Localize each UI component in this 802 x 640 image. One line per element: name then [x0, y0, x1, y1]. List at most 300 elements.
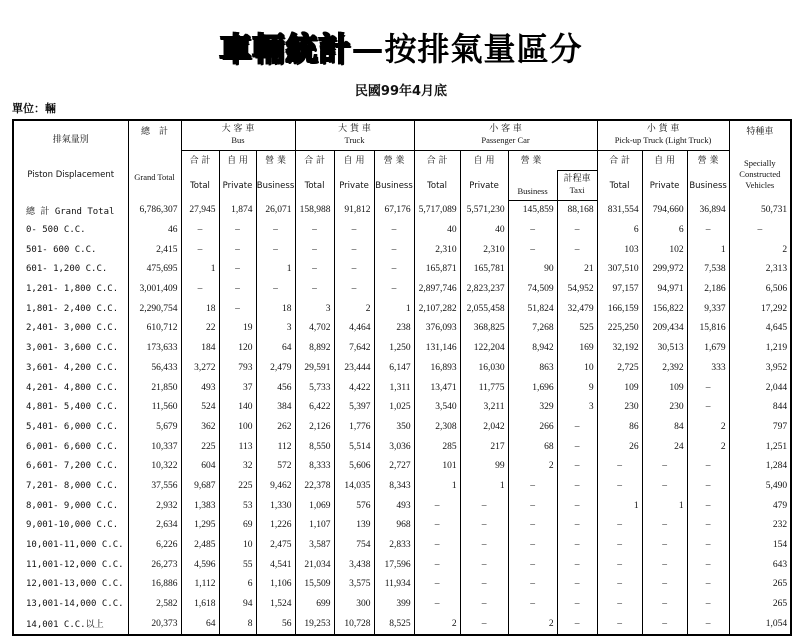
passenger-private-header: 自 用 Private: [460, 150, 508, 200]
table-cell: 2: [687, 437, 729, 457]
table-cell: –: [460, 594, 508, 614]
table-cell: 399: [374, 594, 414, 614]
table-cell: –: [414, 555, 460, 575]
table-cell: 479: [729, 496, 791, 516]
table-cell: –: [687, 397, 729, 417]
table-cell: 56,433: [128, 358, 181, 378]
table-cell: 6,506: [729, 279, 791, 299]
row-label: 11,001-12,000 C.C.: [13, 555, 128, 575]
table-cell: –: [687, 220, 729, 240]
table-cell: –: [557, 496, 597, 516]
table-cell: –: [687, 496, 729, 516]
table-cell: 54,952: [557, 279, 597, 299]
row-label: 14,001 C.C.以上: [13, 614, 128, 635]
table-cell: 1: [687, 240, 729, 260]
table-cell: 24: [642, 437, 687, 457]
row-label: 6,001- 6,600 C.C.: [13, 437, 128, 457]
table-cell: –: [557, 614, 597, 635]
table-cell: –: [256, 279, 295, 299]
table-cell: 1: [181, 260, 219, 280]
table-cell: 2: [687, 417, 729, 437]
table-cell: 169: [557, 338, 597, 358]
table-cell: 67,176: [374, 200, 414, 220]
table-cell: 794,660: [642, 200, 687, 220]
table-cell: –: [597, 516, 642, 536]
table-cell: 2,725: [597, 358, 642, 378]
table-cell: –: [374, 240, 414, 260]
table-cell: –: [597, 575, 642, 595]
table-cell: 7,642: [334, 338, 374, 358]
table-cell: 2,475: [256, 535, 295, 555]
table-cell: –: [334, 240, 374, 260]
table-cell: –: [642, 476, 687, 496]
table-cell: 23,444: [334, 358, 374, 378]
table-cell: 2,897,746: [414, 279, 460, 299]
table-cell: 4,596: [181, 555, 219, 575]
table-cell: –: [295, 220, 334, 240]
table-cell: 333: [687, 358, 729, 378]
table-cell: –: [460, 516, 508, 536]
table-cell: 2,823,237: [460, 279, 508, 299]
table-cell: 2: [508, 614, 557, 635]
table-row: [13, 594, 791, 614]
table-cell: –: [508, 516, 557, 536]
row-label: 總 計 Grand Total: [13, 200, 128, 220]
row-label: 6,601- 7,200 C.C.: [13, 456, 128, 476]
table-cell: 21,850: [128, 378, 181, 398]
table-cell: –: [557, 417, 597, 437]
table-cell: 5,733: [295, 378, 334, 398]
table-cell: –: [181, 279, 219, 299]
table-cell: –: [460, 614, 508, 635]
table-cell: 74,509: [508, 279, 557, 299]
table-cell: 40: [414, 220, 460, 240]
table-cell: 6: [219, 575, 256, 595]
table-cell: 1,330: [256, 496, 295, 516]
unit-label: 單位：輛: [12, 102, 56, 115]
table-cell: 18: [181, 299, 219, 319]
table-cell: –: [687, 456, 729, 476]
table-cell: 2,290,754: [128, 299, 181, 319]
row-label: 601- 1,200 C.C.: [13, 260, 128, 280]
table-cell: –: [687, 594, 729, 614]
table-cell: 754: [334, 535, 374, 555]
table-cell: 8,550: [295, 437, 334, 457]
table-cell: 3,575: [334, 575, 374, 595]
table-cell: –: [295, 240, 334, 260]
table-cell: 2,392: [642, 358, 687, 378]
table-cell: 112: [256, 437, 295, 457]
table-cell: 238: [374, 319, 414, 339]
table-cell: 16,893: [414, 358, 460, 378]
table-row: [13, 456, 791, 476]
table-cell: 15,816: [687, 319, 729, 339]
grand-total-row: [13, 200, 791, 220]
row-label: 3,001- 3,600 C.C.: [13, 338, 128, 358]
table-row: [13, 358, 791, 378]
table-cell: 100: [219, 417, 256, 437]
table-cell: 2,308: [414, 417, 460, 437]
table-cell: 1,284: [729, 456, 791, 476]
table-cell: 2,042: [460, 417, 508, 437]
table-cell: 525: [557, 319, 597, 339]
table-cell: 8,333: [295, 456, 334, 476]
table-cell: 9,687: [181, 476, 219, 496]
table-cell: –: [557, 437, 597, 457]
table-cell: 1,107: [295, 516, 334, 536]
table-cell: 699: [295, 594, 334, 614]
passenger-business-header: 營 業: [508, 150, 597, 170]
table-cell: 11,775: [460, 378, 508, 398]
table-cell: –: [181, 220, 219, 240]
table-cell: –: [334, 220, 374, 240]
bus-group-header: 大 客 車 Bus: [181, 120, 295, 150]
table-cell: 2: [414, 614, 460, 635]
table-cell: 262: [256, 417, 295, 437]
table-row: [13, 240, 791, 260]
table-cell: 350: [374, 417, 414, 437]
table-cell: 10,322: [128, 456, 181, 476]
row-label: 1,201- 1,800 C.C.: [13, 279, 128, 299]
table-cell: 1: [460, 476, 508, 496]
table-cell: 2,310: [460, 240, 508, 260]
row-label: 12,001-13,000 C.C.: [13, 575, 128, 595]
table-cell: –: [508, 476, 557, 496]
table-cell: 3,438: [334, 555, 374, 575]
table-cell: –: [687, 535, 729, 555]
table-cell: 225: [219, 476, 256, 496]
table-row: [13, 614, 791, 635]
table-cell: –: [597, 535, 642, 555]
table-cell: –: [557, 220, 597, 240]
table-cell: –: [557, 535, 597, 555]
table-cell: 1,025: [374, 397, 414, 417]
table-cell: 37: [219, 378, 256, 398]
table-cell: 91,812: [334, 200, 374, 220]
table-cell: –: [642, 535, 687, 555]
row-label: 8,001- 9,000 C.C.: [13, 496, 128, 516]
table-cell: 21: [557, 260, 597, 280]
row-label: 2,401- 3,000 C.C.: [13, 319, 128, 339]
table-cell: 232: [729, 516, 791, 536]
table-cell: 863: [508, 358, 557, 378]
table-cell: 88,168: [557, 200, 597, 220]
table-cell: 266: [508, 417, 557, 437]
passenger-business-en-header: Business: [508, 170, 557, 200]
table-cell: –: [557, 594, 597, 614]
table-cell: 26,273: [128, 555, 181, 575]
table-cell: 368,825: [460, 319, 508, 339]
table-row: [13, 575, 791, 595]
table-cell: 7,268: [508, 319, 557, 339]
table-cell: 5,514: [334, 437, 374, 457]
table-cell: 184: [181, 338, 219, 358]
table-cell: 113: [219, 437, 256, 457]
table-cell: 51,824: [508, 299, 557, 319]
table-cell: –: [414, 575, 460, 595]
table-cell: 21,034: [295, 555, 334, 575]
table-cell: 46: [128, 220, 181, 240]
table-cell: 1,069: [295, 496, 334, 516]
table-cell: 493: [374, 496, 414, 516]
table-cell: 1: [414, 476, 460, 496]
table-cell: 37,556: [128, 476, 181, 496]
table-row: [13, 220, 791, 240]
table-cell: 158,988: [295, 200, 334, 220]
table-cell: 2: [508, 456, 557, 476]
table-cell: 55: [219, 555, 256, 575]
table-cell: 6,786,307: [128, 200, 181, 220]
table-cell: 3,587: [295, 535, 334, 555]
table-cell: –: [687, 378, 729, 398]
table-cell: –: [557, 555, 597, 575]
table-cell: –: [597, 476, 642, 496]
table-row: [13, 535, 791, 555]
table-cell: 26,071: [256, 200, 295, 220]
table-row: [13, 299, 791, 319]
table-cell: 156,822: [642, 299, 687, 319]
table-cell: 376,093: [414, 319, 460, 339]
table-cell: 1,112: [181, 575, 219, 595]
table-cell: 22: [181, 319, 219, 339]
table-cell: –: [508, 575, 557, 595]
table-cell: 9: [557, 378, 597, 398]
table-cell: 9,462: [256, 476, 295, 496]
page-title: 車輛統計—按排氣量區分: [219, 30, 583, 68]
table-cell: 3: [256, 319, 295, 339]
table-cell: 30,513: [642, 338, 687, 358]
table-row: [13, 417, 791, 437]
table-cell: 2,107,282: [414, 299, 460, 319]
table-cell: –: [557, 240, 597, 260]
light-truck-group-header: 小 貨 車 Pick-up Truck (Light Truck): [597, 120, 729, 150]
table-cell: –: [414, 594, 460, 614]
passenger-total-header: 合 計 Total: [414, 150, 460, 200]
bus-total-header: 合 計 Total: [181, 150, 219, 200]
table-cell: –: [642, 614, 687, 635]
table-cell: –: [642, 555, 687, 575]
table-cell: 2: [334, 299, 374, 319]
table-cell: 69: [219, 516, 256, 536]
table-cell: 8,892: [295, 338, 334, 358]
table-cell: 5,679: [128, 417, 181, 437]
truck-group-header: 大 貨 車 Truck: [295, 120, 414, 150]
row-label: 4,801- 5,400 C.C.: [13, 397, 128, 417]
table-cell: 4,541: [256, 555, 295, 575]
table-cell: 8,942: [508, 338, 557, 358]
table-cell: 9,337: [687, 299, 729, 319]
table-cell: –: [460, 575, 508, 595]
table-cell: 2,634: [128, 516, 181, 536]
table-cell: 3,001,409: [128, 279, 181, 299]
table-cell: 797: [729, 417, 791, 437]
table-cell: –: [334, 260, 374, 280]
table-cell: 475,695: [128, 260, 181, 280]
table-cell: 2,582: [128, 594, 181, 614]
row-label: 9,001-10,000 C.C.: [13, 516, 128, 536]
table-row: [13, 338, 791, 358]
table-cell: 3,952: [729, 358, 791, 378]
table-row: [13, 496, 791, 516]
passenger-car-group-header: 小 客 車 Passenger Car: [414, 120, 597, 150]
table-cell: 844: [729, 397, 791, 417]
table-cell: 1,219: [729, 338, 791, 358]
table-cell: 13,471: [414, 378, 460, 398]
table-cell: 2,415: [128, 240, 181, 260]
light-truck-total-header: 合 計 Total: [597, 150, 642, 200]
table-cell: 8: [219, 614, 256, 635]
table-cell: 1: [256, 260, 295, 280]
row-label: 0- 500 C.C.: [13, 220, 128, 240]
bus-business-header: 營 業 Business: [256, 150, 295, 200]
table-cell: 6: [597, 220, 642, 240]
table-cell: 165,871: [414, 260, 460, 280]
table-cell: 36,894: [687, 200, 729, 220]
table-cell: 5,490: [729, 476, 791, 496]
table-cell: 307,510: [597, 260, 642, 280]
vehicle-statistics-table: [12, 119, 792, 636]
table-cell: –: [219, 220, 256, 240]
table-cell: –: [597, 456, 642, 476]
table-cell: 1,524: [256, 594, 295, 614]
table-cell: –: [597, 594, 642, 614]
table-cell: –: [295, 279, 334, 299]
table-cell: 384: [256, 397, 295, 417]
table-cell: 32,192: [597, 338, 642, 358]
table-cell: 64: [181, 614, 219, 635]
row-label: 1,801- 2,400 C.C.: [13, 299, 128, 319]
bus-private-header: 自 用 Private: [219, 150, 256, 200]
passenger-taxi-header: 計程車 Taxi: [557, 170, 597, 200]
table-cell: 90: [508, 260, 557, 280]
table-cell: 6,147: [374, 358, 414, 378]
row-label: 7,201- 8,000 C.C.: [13, 476, 128, 496]
table-cell: –: [642, 516, 687, 536]
table-cell: 17,596: [374, 555, 414, 575]
table-cell: 2,055,458: [460, 299, 508, 319]
table-cell: 8,343: [374, 476, 414, 496]
table-cell: 26: [597, 437, 642, 457]
table-cell: –: [642, 456, 687, 476]
table-cell: –: [687, 476, 729, 496]
truck-total-header: 合 計 Total: [295, 150, 334, 200]
truck-business-header: 營 業 Business: [374, 150, 414, 200]
row-label: 10,001-11,000 C.C.: [13, 535, 128, 555]
table-cell: –: [334, 279, 374, 299]
table-cell: –: [219, 299, 256, 319]
table-cell: 831,554: [597, 200, 642, 220]
table-cell: 6,422: [295, 397, 334, 417]
table-cell: 1,776: [334, 417, 374, 437]
table-cell: 610,712: [128, 319, 181, 339]
table-cell: 10: [557, 358, 597, 378]
table-row: [13, 437, 791, 457]
table-cell: 1,295: [181, 516, 219, 536]
table-cell: 1,106: [256, 575, 295, 595]
table-row: [13, 397, 791, 417]
table-cell: –: [508, 555, 557, 575]
table-cell: 19,253: [295, 614, 334, 635]
table-cell: 230: [597, 397, 642, 417]
table-cell: 53: [219, 496, 256, 516]
table-cell: 139: [334, 516, 374, 536]
table-cell: 1,311: [374, 378, 414, 398]
special-vehicles-header: 特種車 Specially Constructed Vehicles: [729, 120, 791, 200]
row-label: 3,601- 4,200 C.C.: [13, 358, 128, 378]
table-cell: 131,146: [414, 338, 460, 358]
table-cell: 225,250: [597, 319, 642, 339]
table-cell: 166,159: [597, 299, 642, 319]
table-row: [13, 279, 791, 299]
row-label: 5,401- 6,000 C.C.: [13, 417, 128, 437]
table-cell: 84: [642, 417, 687, 437]
table-cell: –: [508, 220, 557, 240]
table-cell: 1,250: [374, 338, 414, 358]
table-cell: 643: [729, 555, 791, 575]
table-cell: 1,383: [181, 496, 219, 516]
table-cell: 16,030: [460, 358, 508, 378]
table-cell: –: [460, 555, 508, 575]
table-cell: 2,727: [374, 456, 414, 476]
table-cell: 10: [219, 535, 256, 555]
table-row: [13, 555, 791, 575]
table-cell: 1,696: [508, 378, 557, 398]
table-cell: –: [642, 575, 687, 595]
table-cell: –: [256, 220, 295, 240]
table-cell: 576: [334, 496, 374, 516]
table-cell: 300: [334, 594, 374, 614]
table-row: [13, 260, 791, 280]
table-cell: 32: [219, 456, 256, 476]
table-cell: 2: [729, 240, 791, 260]
table-cell: –: [219, 240, 256, 260]
table-cell: –: [557, 456, 597, 476]
table-cell: 524: [181, 397, 219, 417]
row-label: 501- 600 C.C.: [13, 240, 128, 260]
table-row: [13, 476, 791, 496]
table-cell: 2,485: [181, 535, 219, 555]
table-cell: 1,618: [181, 594, 219, 614]
table-cell: 120: [219, 338, 256, 358]
table-cell: 10,728: [334, 614, 374, 635]
table-cell: 6: [642, 220, 687, 240]
table-cell: 5,571,230: [460, 200, 508, 220]
table-cell: –: [374, 220, 414, 240]
table-cell: 22,378: [295, 476, 334, 496]
table-cell: 64: [256, 338, 295, 358]
grand-total-header: 總 計 Grand Total: [128, 120, 181, 200]
row-label: 4,201- 4,800 C.C.: [13, 378, 128, 398]
table-cell: 572: [256, 456, 295, 476]
table-cell: 1,874: [219, 200, 256, 220]
table-cell: 102: [642, 240, 687, 260]
table-cell: 10,337: [128, 437, 181, 457]
table-cell: 4,645: [729, 319, 791, 339]
table-cell: 109: [597, 378, 642, 398]
table-cell: 225: [181, 437, 219, 457]
table-cell: 1,679: [687, 338, 729, 358]
table-cell: 456: [256, 378, 295, 398]
table-cell: 265: [729, 594, 791, 614]
table-cell: 3,211: [460, 397, 508, 417]
table-cell: –: [508, 496, 557, 516]
table-cell: 265: [729, 575, 791, 595]
table-cell: –: [687, 575, 729, 595]
table-cell: 3,272: [181, 358, 219, 378]
table-row: [13, 319, 791, 339]
table-cell: 103: [597, 240, 642, 260]
table-cell: –: [687, 555, 729, 575]
